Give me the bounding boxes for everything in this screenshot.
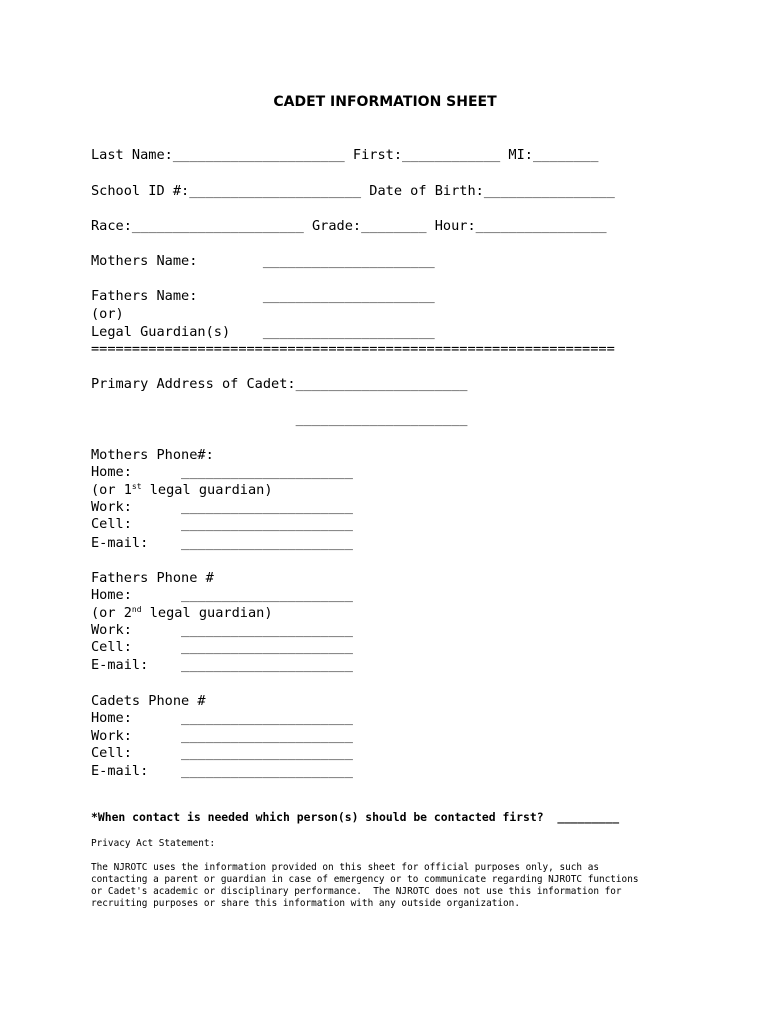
cadets-work-line[interactable]: Work: _____________________ <box>91 728 353 744</box>
separator: ================================================================ <box>91 341 615 357</box>
fathers-guardian-note: (or 2nd legal guardian) <box>91 605 273 621</box>
mothers-name-line[interactable]: Mothers Name: _____________________ <box>91 253 435 269</box>
fathers-work-line[interactable]: Work: _____________________ <box>91 622 353 638</box>
cadets-phone-heading: Cadets Phone # <box>91 693 206 709</box>
fathers-name-line[interactable]: Fathers Name: _____________________ <box>91 288 435 304</box>
fathers-email-line[interactable]: E-mail: _____________________ <box>91 657 353 673</box>
address-line-2[interactable]: _____________________ <box>91 411 468 427</box>
mothers-email-line[interactable]: E-mail: _____________________ <box>91 535 353 551</box>
legal-guardian-line[interactable]: Legal Guardian(s) _____________________ <box>91 324 435 340</box>
mothers-work-line[interactable]: Work: _____________________ <box>91 499 353 515</box>
page-title: CADET INFORMATION SHEET <box>273 94 497 110</box>
fathers-cell-line[interactable]: Cell: _____________________ <box>91 639 353 655</box>
mothers-home-line[interactable]: Home: _____________________ <box>91 464 353 480</box>
privacy-text-line-2: contacting a parent or guardian in case of emergency or to communicate regarding NJROTC functions <box>91 874 639 885</box>
address-line-1[interactable]: Primary Address of Cadet:_____________________ <box>91 376 468 392</box>
privacy-text-line-1: The NJROTC uses the information provided on this sheet for official purposes only, such as <box>91 862 599 873</box>
school-id-line[interactable]: School ID #:_____________________ Date of Birth:________________ <box>91 183 615 199</box>
race-grade-hour-line[interactable]: Race:_____________________ Grade:________ Hour:________________ <box>91 218 607 234</box>
cadets-home-line[interactable]: Home: _____________________ <box>91 710 353 726</box>
fathers-phone-heading: Fathers Phone # <box>91 570 214 586</box>
mothers-guardian-note: (or 1st legal guardian) <box>91 482 273 498</box>
privacy-heading: Privacy Act Statement: <box>91 838 216 849</box>
mothers-cell-line[interactable]: Cell: _____________________ <box>91 516 353 532</box>
cadets-email-line[interactable]: E-mail: _____________________ <box>91 763 353 779</box>
fathers-home-line[interactable]: Home: _____________________ <box>91 587 353 603</box>
contact-first-question[interactable]: *When contact is needed which person(s) should be contacted first? _________ <box>91 810 620 824</box>
name-line[interactable]: Last Name:_____________________ First:____________ MI:________ <box>91 147 599 163</box>
or-label: (or) <box>91 306 124 322</box>
cadets-cell-line[interactable]: Cell: _____________________ <box>91 745 353 761</box>
mothers-phone-heading: Mothers Phone#: <box>91 447 214 463</box>
privacy-text-line-3: or Cadet's academic or disciplinary performance. The NJROTC does not use this information for <box>91 886 622 897</box>
privacy-text-line-4: recruiting purposes or share this information with any outside organization. <box>91 898 520 909</box>
